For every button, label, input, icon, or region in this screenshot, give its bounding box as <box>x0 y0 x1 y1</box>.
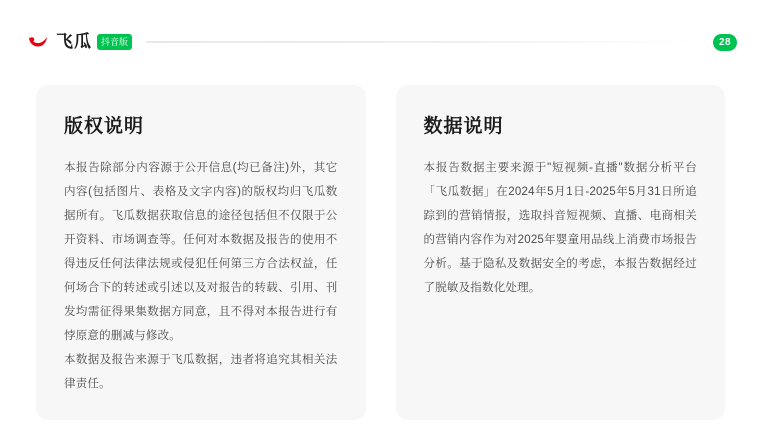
header-divider <box>146 41 701 43</box>
brand-logo <box>28 32 132 52</box>
page-number-badge: 28 <box>713 34 737 51</box>
page-header <box>28 28 737 56</box>
data-description-card <box>396 85 726 420</box>
cards-container <box>36 85 725 420</box>
copyright-card-title: 版权说明 <box>64 116 145 137</box>
brand-name: 飞瓜 <box>56 32 92 51</box>
copyright-card <box>36 85 366 420</box>
data-description-card-title: 数据说明 <box>423 116 504 137</box>
copyright-paragraph-1: 本报告除部分内容源于公开信息(均已备注)外，其它内容(包括图片、表格及文字内容)的版权均归飞瓜数据所有。飞瓜数据获取信息的途径包括但不仅限于公开资料、市场调查等。任何对本数据及报告的使用不得违反任何法律法规或侵犯任何第三方合法权益，任何场合下的转述或引述以及对报告的转载、引用、刊发均需征得果集数据方同意，且不得对本报告进行有悖原意的删减与修改。 <box>64 162 338 342</box>
copyright-paragraph-2: 本数据及报告来源于飞瓜数据，违者将追究其相关法律责任。 <box>64 354 338 390</box>
brand-version-badge: 抖音版 <box>97 34 132 50</box>
data-description-card-body <box>424 156 698 300</box>
feigua-swoosh-logo-icon <box>28 32 50 52</box>
copyright-card-body <box>64 156 338 396</box>
data-description-paragraph-1: 本报告数据主要来源于"短视频-直播"数据分析平台「飞瓜数据」在2024年5月1日-2025年5月31日所追踪到的营销情报，选取抖音短视频、直播、电商相关的营销内容作为对2025年婴童用品线上消费市场报告分析。基于隐私及数据安全的考虑，本报告数据经过了脱敏及指数化处理。 <box>423 162 697 294</box>
